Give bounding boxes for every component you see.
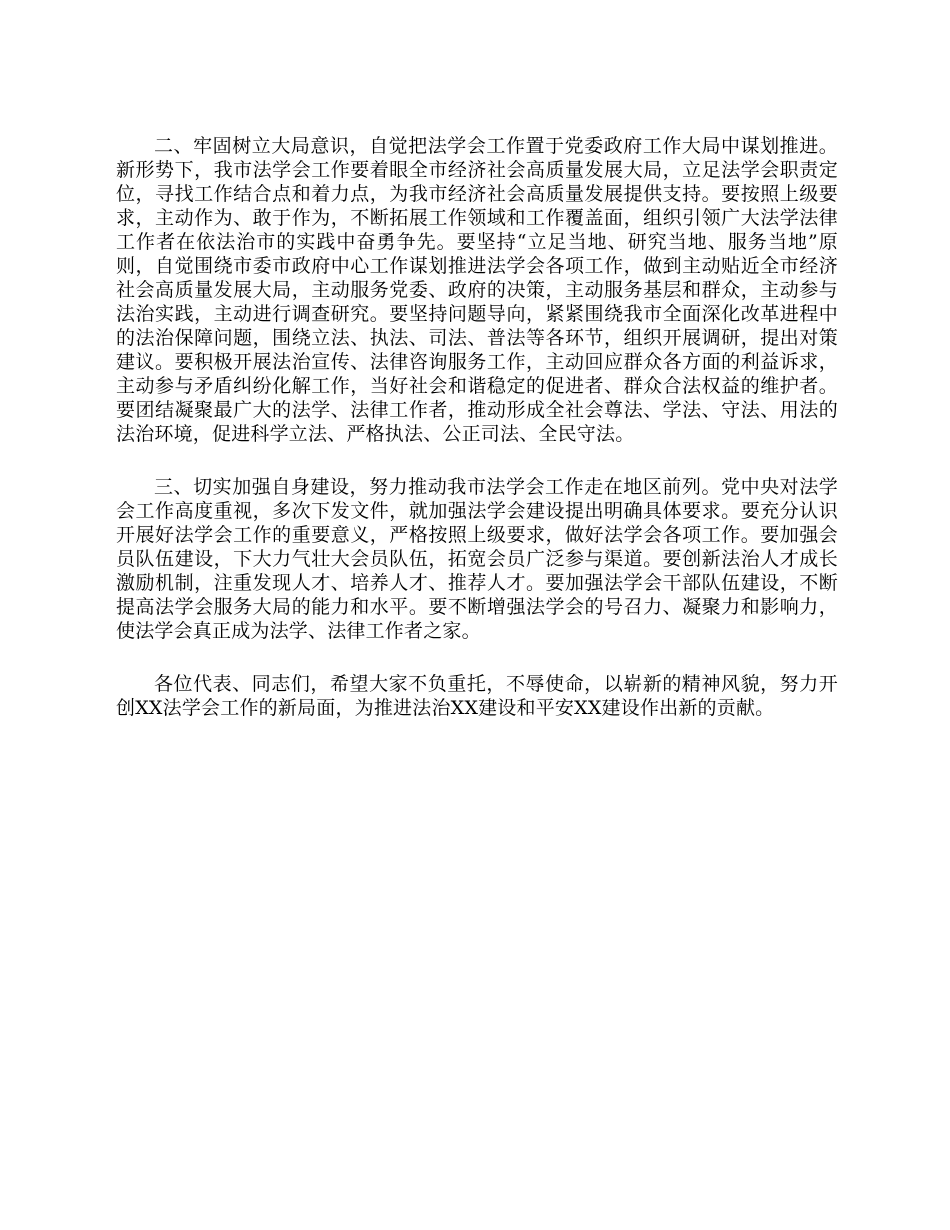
paragraph-section-two: 二、牢固树立大局意识，自觉把法学会工作置于党委政府工作大局中谋划推进。新形势下，我市法学会工作要着眼全市经济社会高质量发展大局，立足法学会职责定位，寻找工作结合点和着力点，为我市经济社会高质量发展提供支持。要按照上级要求，主动作为、敢于作为，不断拓展工作领域和工作覆盖面，组织引领广大法学法律工作者在依法治市的实践中奋勇争先。要坚持“立足当地、研究当地、服务当地”原则，自觉围绕市委市政府中心工作谋划推进法学会各项工作，做到主动贴近全市经济社会高质量发展大局，主动服务党委、政府的决策，主动服务基层和群众，主动参与法治实践，主动进行调查研究。要坚持问题导向，紧紧围绕我市全面深化改革进程中的法治保障问题，围绕立法、执法、司法、普法等各环节，组织开展调研，提出对策建议。要积极开展法治宣传、法律咨询服务工作，主动回应群众各方面的利益诉求，主动参与矛盾纠纷化解工作，当好社会和谐稳定的促进者、群众合法权益的维护者。要团结凝聚最广大的法学、法律工作者，推动形成全社会尊法、学法、守法、用法的法治环境，促进科学立法、严格执法、公正司法、全民守法。 — [116, 135, 838, 445]
document-body — [116, 134, 838, 749]
paragraph-section-three: 三、切实加强自身建设，努力推动我市法学会工作走在地区前列。党中央对法学会工作高度重视，多次下发文件，就加强法学会建设提出明确具体要求。要充分认识开展好法学会工作的重要意义，严格按照上级要求，做好法学会各项工作。要加强会员队伍建设，下大力气壮大会员队伍，拓宽会员广泛参与渠道。要创新法治人才成长激励机制，注重发现人才、培养人才、推荐人才。要加强法学会干部队伍建设，不断提高法学会服务大局的能力和水平。要不断增强法学会的号召力、凝聚力和影响力，使法学会真正成为法学、法律工作者之家。 — [116, 476, 838, 642]
paragraph-closing: 各位代表、同志们，希望大家不负重托，不辱使命，以崭新的精神风貌，努力开创XX法学会工作的新局面，为推进法治XX建设和平安XX建设作出新的贡献。 — [116, 673, 838, 719]
